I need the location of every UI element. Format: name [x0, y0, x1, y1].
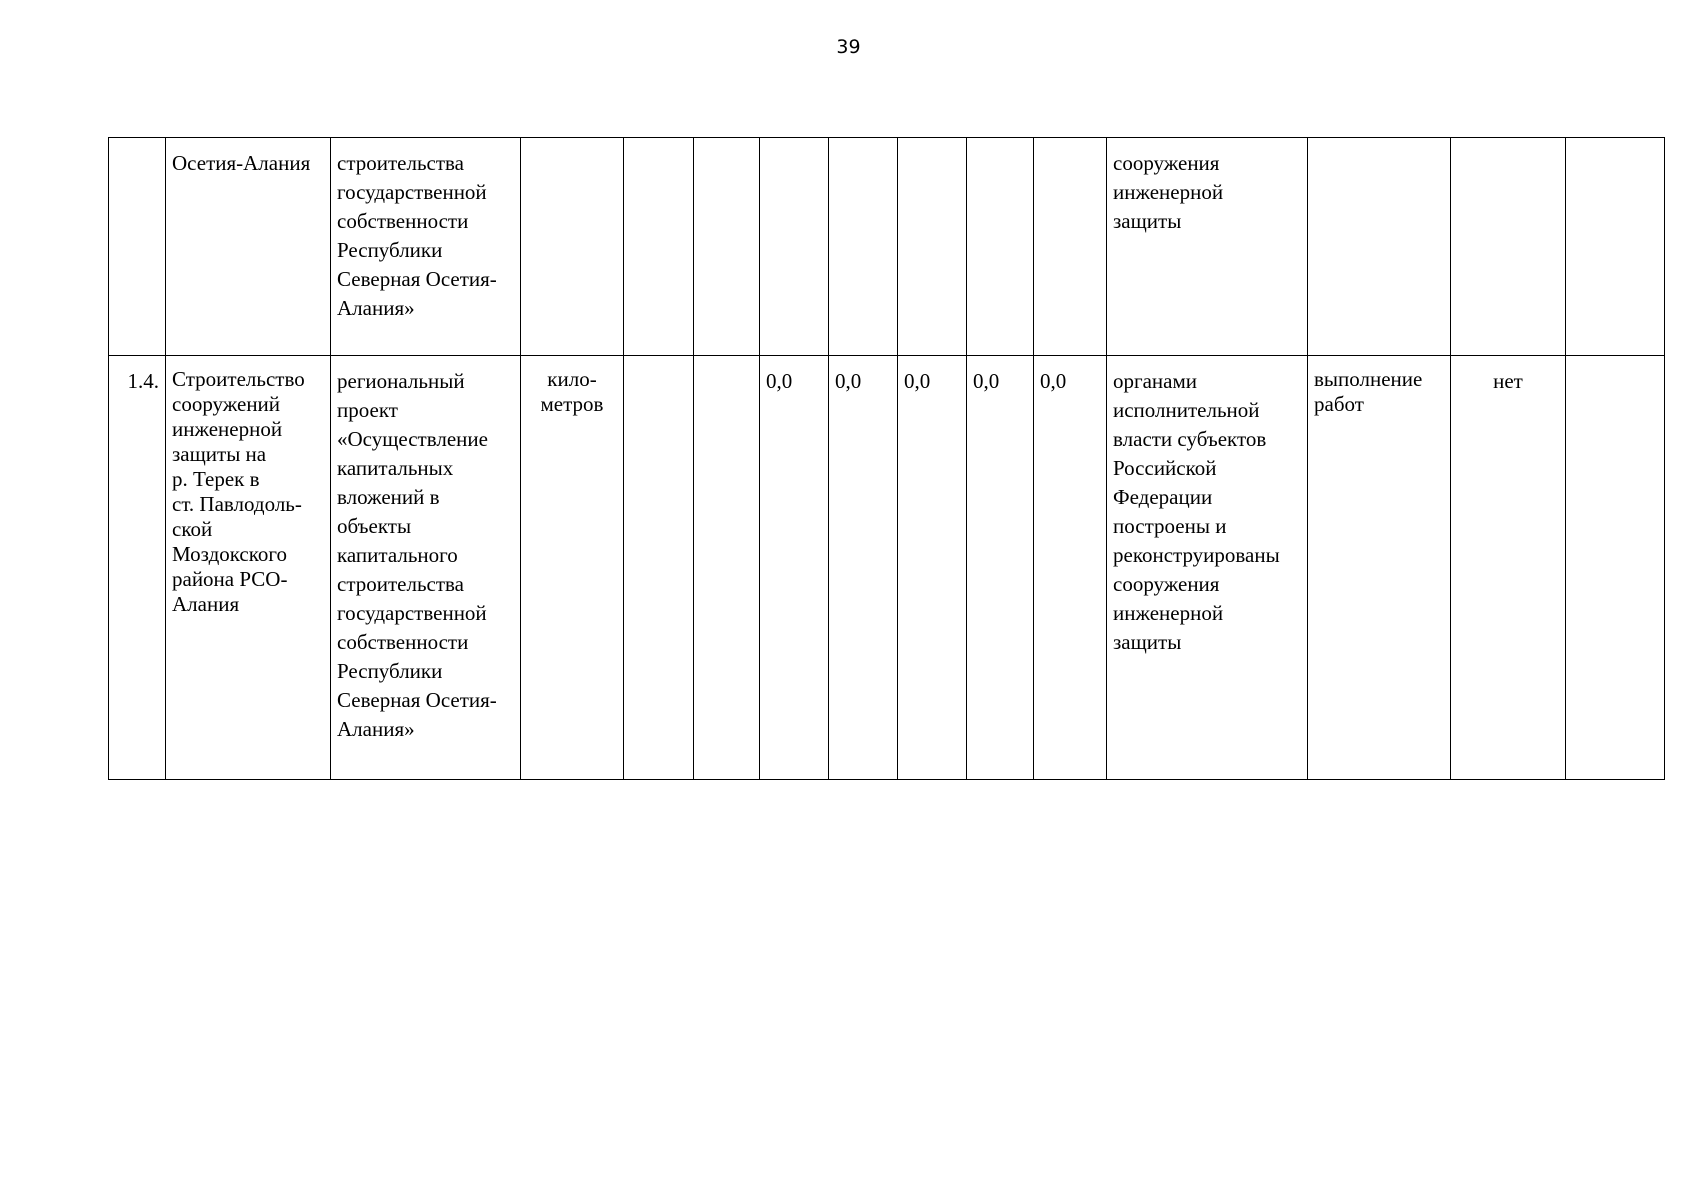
- project-line: капитального: [337, 543, 458, 567]
- project-line: проект: [337, 398, 398, 422]
- project-line: вложений в: [337, 485, 440, 509]
- project-line: Северная Осетия-: [337, 267, 497, 291]
- result-line: сооружения: [1113, 151, 1220, 175]
- value-cell: 0,0: [967, 356, 1034, 780]
- table-row: [109, 356, 1665, 780]
- project-line: строительства: [337, 572, 465, 596]
- object-name-line: инженерной: [172, 417, 283, 441]
- result-line: Федерации: [1113, 485, 1213, 509]
- value-cell: 0,0: [898, 356, 967, 780]
- object-name-line: района РСО-: [172, 567, 288, 591]
- value-cell: 0,0: [1034, 356, 1107, 780]
- result-line: исполнительной: [1113, 398, 1260, 422]
- project-line: объекты: [337, 514, 412, 538]
- result-line: инженерной: [1113, 601, 1224, 625]
- object-name-line: защиты на: [172, 442, 267, 466]
- object-name-cell: [166, 356, 331, 780]
- object-name-line: Алания: [172, 592, 240, 616]
- result-line: защиты: [1113, 630, 1182, 654]
- work-type-line: работ: [1314, 392, 1364, 416]
- project-line: собственности: [337, 630, 469, 654]
- project-line: Северная Осетия-: [337, 688, 497, 712]
- table-row: [109, 138, 1665, 356]
- work-type-cell: [1308, 356, 1451, 780]
- project-line: государственной: [337, 180, 487, 204]
- value-cell: [760, 138, 829, 356]
- result-line: Российской: [1113, 456, 1217, 480]
- project-cell: [331, 138, 521, 356]
- object-name-cell: [166, 138, 331, 356]
- program-table: [108, 137, 1665, 780]
- object-name-line: ст. Павлодоль-: [172, 492, 302, 516]
- project-line: Алания»: [337, 296, 415, 320]
- page-number: 39: [836, 36, 861, 58]
- empty-cell: [624, 138, 694, 356]
- object-name-line: р. Терек в: [172, 467, 260, 491]
- empty-cell: [694, 356, 760, 780]
- result-line: реконструированы: [1113, 543, 1280, 567]
- empty-cell: [1566, 356, 1665, 780]
- project-line: Алания»: [337, 717, 415, 741]
- project-line: «Осуществление: [337, 427, 488, 451]
- object-name-line: Строительство: [172, 367, 305, 391]
- result-line: построены и: [1113, 514, 1227, 538]
- object-name-line: сооружений: [172, 392, 281, 416]
- project-cell: [331, 356, 521, 780]
- empty-cell: [694, 138, 760, 356]
- result-line: сооружения: [1113, 572, 1220, 596]
- value-cell: 0,0: [760, 356, 829, 780]
- project-line: региональный: [337, 369, 465, 393]
- project-line: Республики: [337, 238, 443, 262]
- flag-cell: нет: [1451, 356, 1566, 780]
- object-name-line: Осетия-Алания: [172, 151, 311, 175]
- project-line: строительства: [337, 151, 465, 175]
- value-cell: [898, 138, 967, 356]
- result-line: власти субъектов: [1113, 427, 1267, 451]
- project-line: капитальных: [337, 456, 454, 480]
- work-type-line: выполнение: [1314, 367, 1423, 391]
- result-cell: [1107, 356, 1308, 780]
- result-line: защиты: [1113, 209, 1182, 233]
- unit-line: кило-: [547, 367, 597, 391]
- object-name-line: Моздокского: [172, 542, 287, 566]
- row-number-cell: 1.4.: [109, 356, 166, 780]
- project-line: государственной: [337, 601, 487, 625]
- result-cell: [1107, 138, 1308, 356]
- result-line: инженерной: [1113, 180, 1224, 204]
- unit-line: метров: [540, 392, 604, 416]
- row-number-cell: [109, 138, 166, 356]
- empty-cell: [624, 356, 694, 780]
- project-line: Республики: [337, 659, 443, 683]
- value-cell: [967, 138, 1034, 356]
- flag-cell: [1451, 138, 1566, 356]
- result-line: органами: [1113, 369, 1198, 393]
- project-line: собственности: [337, 209, 469, 233]
- value-cell: [1034, 138, 1107, 356]
- work-type-cell: [1308, 138, 1451, 356]
- unit-cell: [521, 138, 624, 356]
- object-name-line: ской: [172, 517, 213, 541]
- unit-cell: [521, 356, 624, 780]
- value-cell: 0,0: [829, 356, 898, 780]
- empty-cell: [1566, 138, 1665, 356]
- value-cell: [829, 138, 898, 356]
